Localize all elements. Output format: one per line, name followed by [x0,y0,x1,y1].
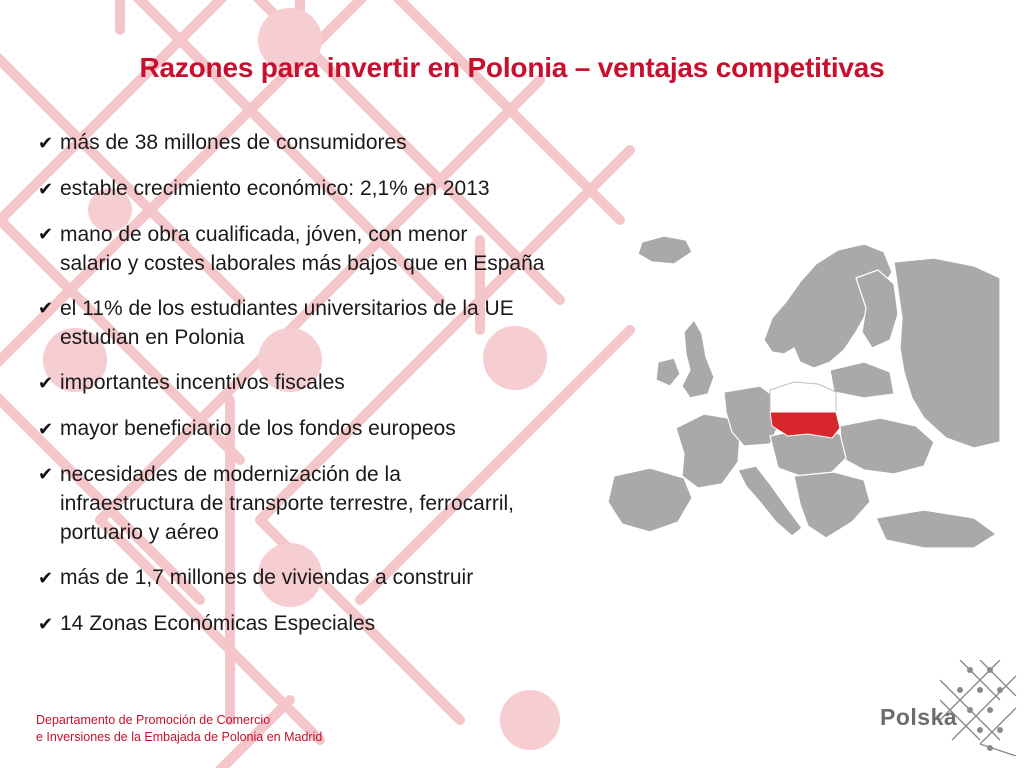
list-item [38,609,598,639]
baltics-shape [830,362,894,398]
checkmark-icon: ✔ [38,298,54,318]
checkmark-icon: ✔ [38,464,54,484]
checkmark-icon: ✔ [38,373,54,393]
footer-line: Departamento de Promoción de Comercio [36,713,271,727]
bullet-text: importantes incentivos fiscales [60,371,345,394]
footer-line: e Inversiones de la Embajada de Polonia en Madrid [36,730,323,744]
list-item [38,563,598,593]
bullet-text: salario y costes laborales más bajos que en España [60,252,545,275]
ukraine-shape [840,418,934,474]
bullet-text: portuario y aéreo [60,521,219,544]
bullet-text: mayor beneficiario de los fondos europeos [60,417,456,440]
list-item [38,220,598,278]
logo-text: Polska [880,704,958,730]
checkmark-icon: ✔ [38,419,54,439]
list-item [38,414,598,444]
balkans-shape [794,472,870,538]
iberia-shape [608,468,692,532]
bullet-text: necesidades de modernización de la [60,463,401,486]
list-item [38,128,598,158]
ireland-shape [656,358,680,386]
bullet-text: estudian en Polonia [60,326,245,349]
polska-logo [870,660,1020,760]
reasons-list [38,128,598,655]
bullet-text: estable crecimiento económico: 2,1% en 2013 [60,177,490,200]
list-item [38,174,598,204]
poland-white-shape [770,382,836,412]
bullet-text: el 11% de los estudiantes universitarios de la UE [60,297,514,320]
bullet-text: mano de obra cualificada, jóven, con menor [60,223,468,246]
footer [36,712,322,746]
checkmark-icon: ✔ [38,133,54,153]
list-item [38,460,598,547]
iceland-shape [638,236,692,264]
bullet-text: 14 Zonas Económicas Especiales [60,612,376,635]
bullet-text: más de 1,7 millones de viviendas a construir [60,566,474,589]
checkmark-icon: ✔ [38,614,54,634]
checkmark-icon: ✔ [38,179,54,199]
logo-lattice-icon [940,660,1020,756]
list-item [38,294,598,352]
italy-shape [738,466,802,536]
bullet-text: infraestructura de transporte terrestre, ferrocarril, [60,492,515,515]
europe-map [594,222,1000,572]
bullet-text: más de 38 millones de consumidores [60,131,407,154]
uk-shape [682,320,714,398]
list-item [38,368,598,398]
russia-shape [894,258,1000,448]
checkmark-icon: ✔ [38,568,54,588]
slide-title: Razones para invertir en Polonia – ventajas competitivas [139,52,885,83]
checkmark-icon: ✔ [38,224,54,244]
turkey-shape [876,510,996,548]
